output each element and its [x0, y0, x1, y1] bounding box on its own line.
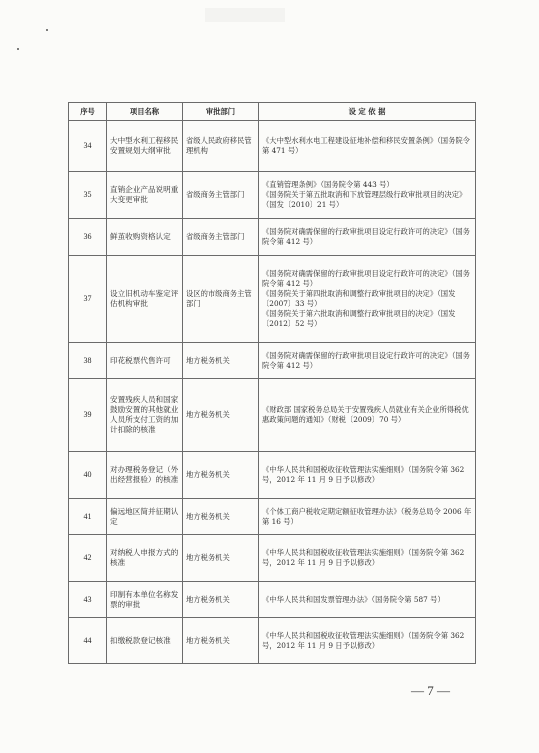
row-legal-basis: 《财政部 国家税务总局关于安置残疾人员就业有关企业所得税优惠政策问题的通知》（财税〔2009〕70 号）	[259, 379, 476, 452]
row-legal-basis: 《个体工商户税收定期定额征收管理办法》（税务总局令 2006 年第 16 号）	[259, 499, 476, 535]
row-seq: 36	[69, 219, 107, 256]
row-item-name: 印花税票代售许可	[107, 343, 183, 379]
scan-speck	[17, 48, 19, 50]
row-approval-dept: 省级人民政府移民管理机构	[183, 121, 259, 172]
row-legal-basis: 《中华人民共和国税收征收管理法实施细则》（国务院令第 362 号，2012 年 11 月 9 日予以修改）	[259, 535, 476, 582]
row-legal-basis: 《中华人民共和国税收征收管理法实施细则》（国务院令第 362 号，2012 年 11 月 9 日予以修改）	[259, 618, 476, 664]
row-item-name: 大中型水利工程移民安置规划大纲审批	[107, 121, 183, 172]
row-legal-basis: 《国务院对确需保留的行政审批项目设定行政许可的决定》（国务院令第 412 号）	[259, 343, 476, 379]
table-row	[69, 582, 476, 618]
row-approval-dept: 地方税务机关	[183, 343, 259, 379]
table-row	[69, 618, 476, 664]
row-seq: 35	[69, 172, 107, 219]
header-item-name: 项目名称	[107, 103, 183, 121]
row-approval-dept: 省级商务主管部门	[183, 172, 259, 219]
table-header-row	[69, 103, 476, 121]
table-row	[69, 172, 476, 219]
row-seq: 41	[69, 499, 107, 535]
scan-speck	[46, 29, 48, 31]
scan-smudge	[205, 8, 285, 22]
table-row	[69, 343, 476, 379]
page-number: — 7 —	[411, 683, 450, 698]
row-approval-dept: 地方税务机关	[183, 582, 259, 618]
row-item-name: 设立旧机动车鉴定评估机构审批	[107, 256, 183, 343]
row-seq: 38	[69, 343, 107, 379]
row-seq: 44	[69, 618, 107, 664]
table-row	[69, 452, 476, 499]
table-row	[69, 256, 476, 343]
row-seq: 43	[69, 582, 107, 618]
row-seq: 40	[69, 452, 107, 499]
row-legal-basis: 《国务院对确需保留的行政审批项目设定行政许可的决定》（国务院令第 412 号） 《国务院关于第四批取消和调整行政审批项目的决定》（国发〔2007〕33 号） 《国务院关于第六批取消和调整行政审批项目的决定》（国发〔2012〕52 号）	[259, 256, 476, 343]
row-item-name: 对纳税人申报方式的核准	[107, 535, 183, 582]
row-legal-basis: 《中华人民共和国税收征收管理法实施细则》（国务院令第 362 号，2012 年 11 月 9 日予以修改）	[259, 452, 476, 499]
row-seq: 34	[69, 121, 107, 172]
row-seq: 37	[69, 256, 107, 343]
row-approval-dept: 地方税务机关	[183, 452, 259, 499]
header-approval-dept: 审批部门	[183, 103, 259, 121]
header-legal-basis: 设 定 依 据	[259, 103, 476, 121]
row-legal-basis: 《中华人民共和国发票管理办法》（国务院令第 587 号）	[259, 582, 476, 618]
row-approval-dept: 地方税务机关	[183, 499, 259, 535]
row-item-name: 鲜茧收购资格认定	[107, 219, 183, 256]
row-approval-dept: 设区的市级商务主管部门	[183, 256, 259, 343]
row-item-name: 直销企业产品说明重大变更审批	[107, 172, 183, 219]
table-row	[69, 379, 476, 452]
header-seq: 序号	[69, 103, 107, 121]
row-approval-dept: 地方税务机关	[183, 535, 259, 582]
row-legal-basis: 《大中型水利水电工程建设征地补偿和移民安置条例》（国务院令第 471 号）	[259, 121, 476, 172]
table-row	[69, 499, 476, 535]
table-row	[69, 535, 476, 582]
row-item-name: 扣缴税款登记核准	[107, 618, 183, 664]
row-item-name: 对办理税务登记（外出经营报验）的核准	[107, 452, 183, 499]
row-approval-dept: 省级商务主管部门	[183, 219, 259, 256]
row-legal-basis: 《直销管理条例》（国务院令第 443 号） 《国务院关于第五批取消和下放管理层级行政审批项目的决定》（国发〔2010〕21 号）	[259, 172, 476, 219]
table-row	[69, 219, 476, 256]
row-legal-basis: 《国务院对确需保留的行政审批项目设定行政许可的决定》（国务院令第 412 号）	[259, 219, 476, 256]
row-item-name: 偏远地区简并征期认定	[107, 499, 183, 535]
approval-items-table	[68, 102, 476, 664]
row-approval-dept: 地方税务机关	[183, 379, 259, 452]
table-row	[69, 121, 476, 172]
row-item-name: 安置残疾人员和国家鼓励安置的其他就业人员所支付工资的加计扣除的核准	[107, 379, 183, 452]
row-seq: 39	[69, 379, 107, 452]
row-item-name: 印制有本单位名称发票的审批	[107, 582, 183, 618]
row-approval-dept: 地方税务机关	[183, 618, 259, 664]
row-seq: 42	[69, 535, 107, 582]
